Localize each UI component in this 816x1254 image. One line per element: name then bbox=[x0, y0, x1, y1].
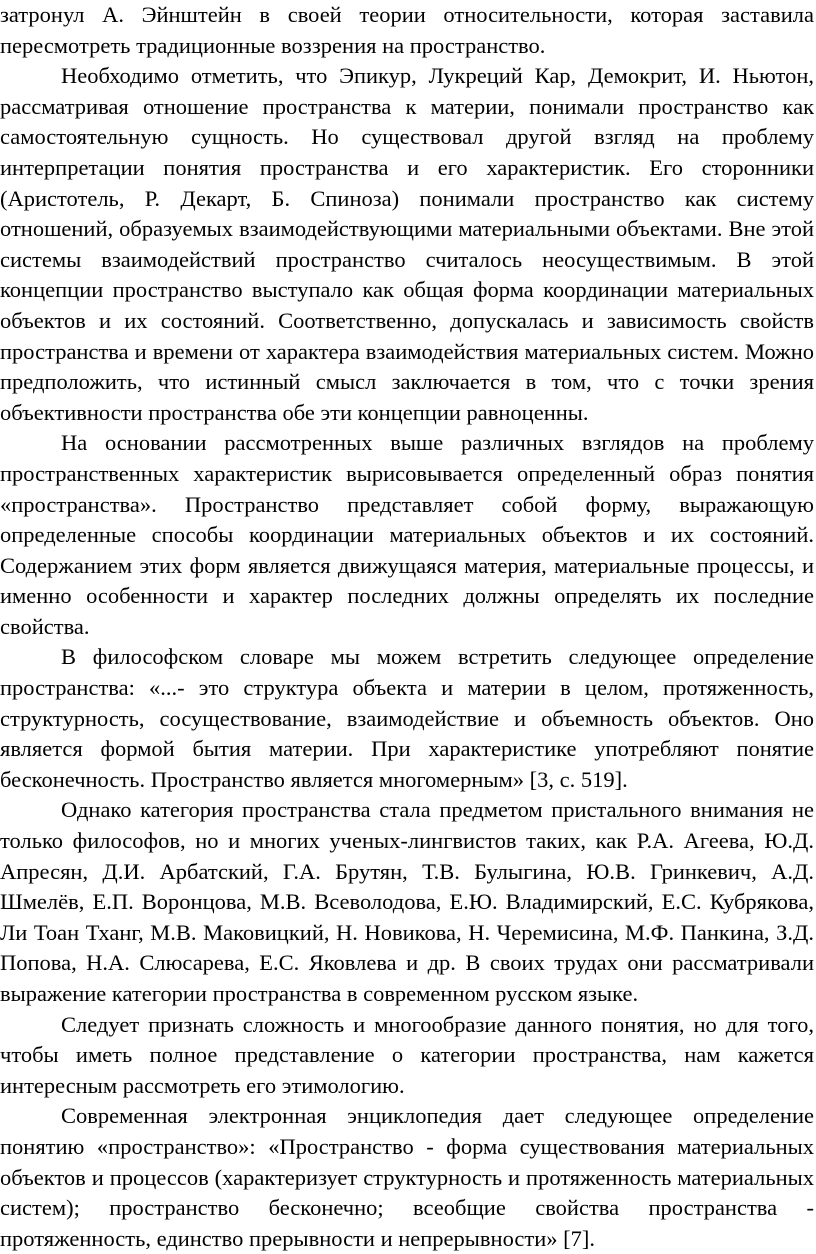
paragraph-continuation: затронул А. Эйнштейн в своей теории относительности, которая заставила пересмотреть традиционные воззрения на пространство. bbox=[0, 2, 814, 58]
paragraph-space-image: На основании рассмотренных выше различных взглядов на проблему пространственных характеристик вырисовывается определенный образ понятия «пространства». Пространство представляет собой форму, выражающую определенные способы координации материальных объектов и их состояний. Содержанием этих форм является движущаяся материя, материальные процессы, и именно особенности и характер последних должны определять их последние свойства. bbox=[0, 430, 814, 639]
paragraph-space-concepts: Необходимо отметить, что Эпикур, Лукреций Кар, Демокрит, И. Ньютон, рассматривая отношение пространства к материи, понимали пространство как самостоятельную сущность. Но существовал другой взгляд на проблему интерпретации понятия пространства и его характеристик. Его сторонники (Аристотель, Р. Декарт, Б. Спиноза) понимали пространство как систему отношений, образуемых взаимодействующими материальными объектами. Вне этой системы взаимодействий пространство считалось неосуществимым. В этой концепции пространство выступало как общая форма координации материальных объектов и их состояний. Соответственно, допускалась и зависимость свойств пространства и времени от характера взаимодействия материальных систем. Можно предположить, что истинный смысл заключается в том, что с точки зрения объективности пространства обе эти концепции равноценны. bbox=[0, 63, 814, 425]
paragraph-encyclopedia: Современная электронная энциклопедия дает следующее определение понятию «пространство»: «Пространство - форма существования материальных объектов и процессов (характеризует структурность и протяженность материальных систем); пространство бесконечно; всеобщие свойства пространства - протяженность, единство прерывности и непрерывности» [7]. bbox=[0, 1103, 814, 1251]
paragraph-etymology: Следует признать сложность и многообразие данного понятия, но для того, чтобы иметь полное представление о категории пространства, нам кажется интересным рассмотреть его этимологию. bbox=[0, 1011, 814, 1098]
paragraph-philosophical-dictionary: В философском словаре мы можем встретить следующее определение пространства: «...- это структура объекта и материи в целом, протяженность, структурность, сосуществование, взаимодействие и объемность объектов. Оно является формой бытия материи. При характеристике употребляют понятие бесконечность. Пространство является многомерным» [3, с. 519]. bbox=[0, 644, 814, 792]
paragraph-linguists: Однако категория пространства стала предметом пристального внимания не только философов, но и многих ученых-лингвистов таких, как Р.А. Агеева, Ю.Д. Апресян, Д.И. Арбатский, Г.А. Брутян, Т.В. Булыгина, Ю.В. Гринкевич, А.Д. Шмелёв, Е.П. Воронцова, М.В. Всеволодова, Е.Ю. Владимирский, Е.С. Кубрякова, Ли Тоан Тханг, М.В. Маковицкий, Н. Новикова, Н. Черемисина, М.Ф. Панкина, З.Д. Попова, Н.А. Слюсарева, Е.С. Яковлева и др. В своих трудах они рассматривали выражение категории пространства в современном русском языке. bbox=[0, 797, 814, 1006]
